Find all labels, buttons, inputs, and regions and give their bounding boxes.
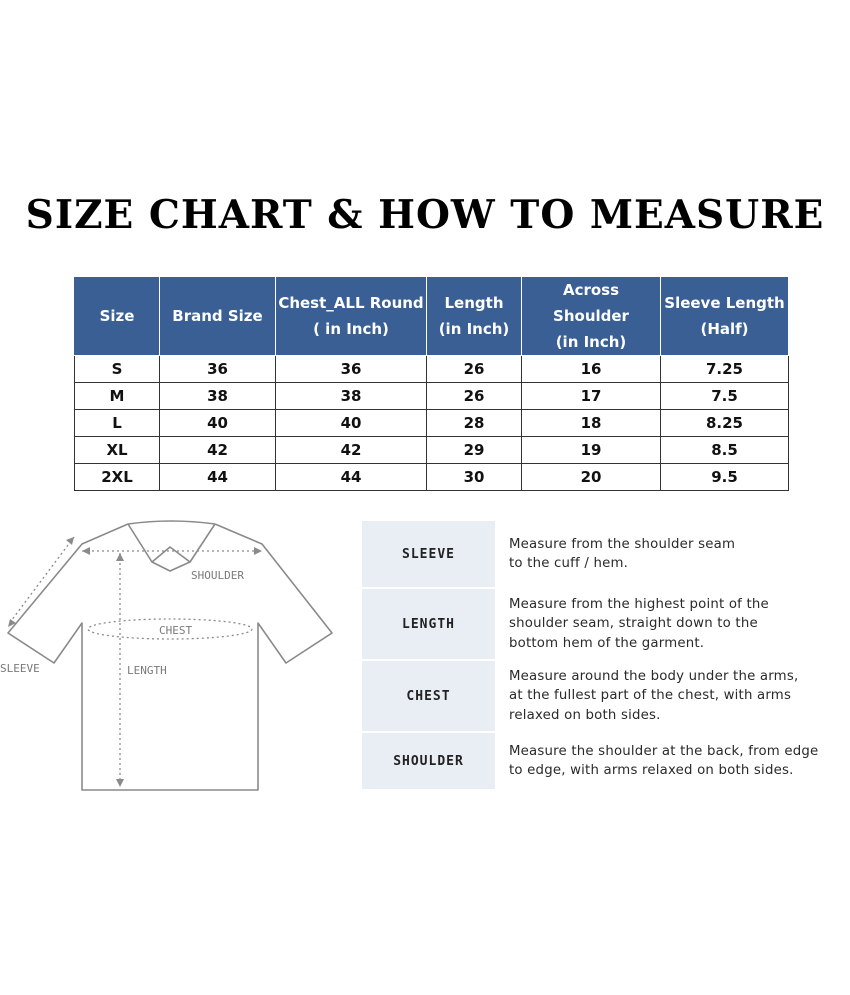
cell-sleeve: 7.25 (661, 356, 789, 383)
cell-length: 28 (427, 410, 522, 437)
table-row (75, 437, 789, 464)
table-row (75, 383, 789, 410)
shirt-diagram (0, 515, 340, 800)
shirt-outline-icon (0, 515, 340, 800)
diagram-label-chest: CHEST (159, 624, 193, 637)
header-brand-size: Brand Size (160, 277, 276, 356)
cell-length: 29 (427, 437, 522, 464)
guide-row-chest (362, 661, 850, 731)
cell-brand-size: 38 (160, 383, 276, 410)
cell-size: XL (75, 437, 160, 464)
cell-chest: 36 (276, 356, 427, 383)
guide-description: Measure around the body under the arms, at the fullest part of the chest, with arms relaxed on both sides. (509, 668, 799, 723)
cell-shoulder: 19 (522, 437, 661, 464)
header-across-shoulder: Across Shoulder (in Inch) (522, 277, 661, 356)
diagram-label-shoulder: SHOULDER (191, 569, 244, 582)
header-sleeve-length: Sleeve Length (Half) (661, 277, 789, 356)
cell-chest: 44 (276, 464, 427, 491)
cell-shoulder: 18 (522, 410, 661, 437)
cell-size: 2XL (75, 464, 160, 491)
diagram-label-length: LENGTH (127, 664, 167, 677)
guide-term: LENGTH (402, 616, 455, 632)
table-header-row (75, 277, 789, 356)
header-chest: Chest_ALL Round ( in Inch) (276, 277, 427, 356)
cell-size: M (75, 383, 160, 410)
cell-shoulder: 17 (522, 383, 661, 410)
guide-row-shoulder (362, 733, 850, 789)
cell-brand-size: 44 (160, 464, 276, 491)
guide-description: Measure from the highest point of the shoulder seam, straight down to the bottom hem of the garment. (509, 596, 769, 651)
cell-length: 26 (427, 356, 522, 383)
cell-sleeve: 8.25 (661, 410, 789, 437)
cell-chest: 40 (276, 410, 427, 437)
guide-row-length (362, 589, 850, 659)
cell-brand-size: 40 (160, 410, 276, 437)
cell-chest: 42 (276, 437, 427, 464)
cell-sleeve: 9.5 (661, 464, 789, 491)
table-row (75, 410, 789, 437)
cell-chest: 38 (276, 383, 427, 410)
guide-term: SLEEVE (402, 546, 455, 562)
cell-length: 26 (427, 383, 522, 410)
cell-size: S (75, 356, 160, 383)
cell-sleeve: 7.5 (661, 383, 789, 410)
header-size: Size (75, 277, 160, 356)
diagram-label-sleeve: SLEEVE (0, 662, 40, 675)
table-row (75, 356, 789, 383)
header-length: Length (in Inch) (427, 277, 522, 356)
guide-description: Measure from the shoulder seam to the cuff / hem. (509, 536, 736, 571)
table-row (75, 464, 789, 491)
cell-shoulder: 16 (522, 356, 661, 383)
cell-sleeve: 8.5 (661, 437, 789, 464)
size-table (74, 276, 789, 491)
guide-description: Measure the shoulder at the back, from edge to edge, with arms relaxed on both sides. (509, 743, 819, 778)
cell-shoulder: 20 (522, 464, 661, 491)
cell-length: 30 (427, 464, 522, 491)
page-title: SIZE CHART & HOW TO MEASURE (25, 192, 825, 238)
cell-brand-size: 36 (160, 356, 276, 383)
guide-row-sleeve (362, 521, 850, 587)
cell-size: L (75, 410, 160, 437)
guide-term: SHOULDER (393, 753, 464, 769)
guide-term: CHEST (406, 688, 451, 704)
cell-brand-size: 42 (160, 437, 276, 464)
